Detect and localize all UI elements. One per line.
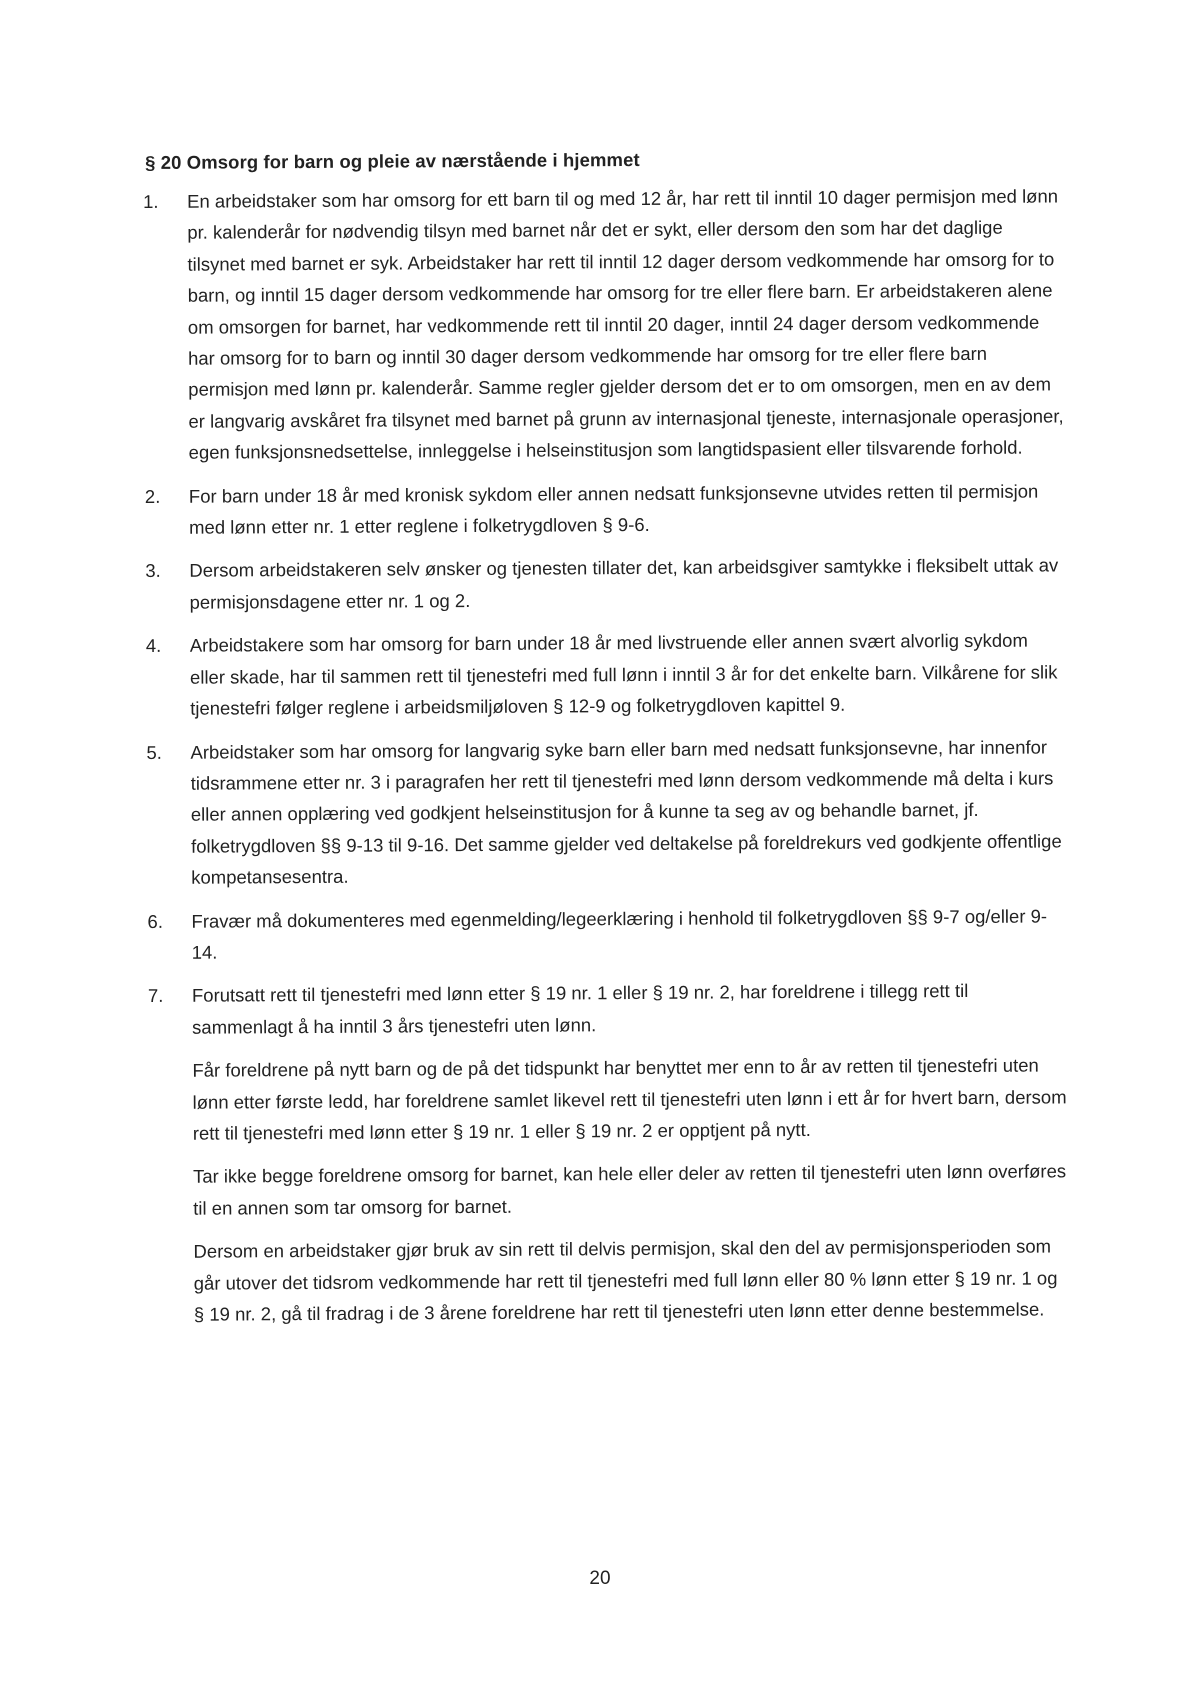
item-text: Forutsatt rett til tjenestefri med lønn etter § 19 nr. 1 eller § 19 nr. 2, har foreldrene i tillegg rett til sammenlagt å ha inntil 3 års tjenestefri uten lønn.: [191, 980, 969, 1038]
list-item-3: [145, 550, 1065, 618]
item-number: 5.: [146, 741, 162, 763]
item-text: Dersom arbeidstakeren selv ønsker og tjenesten tillater det, kan arbeidsgiver samtykke i fleksibelt uttak av permisjonsdagene etter nr. 1 og 2.: [189, 554, 1059, 613]
item-number: 3.: [145, 560, 161, 582]
item-number: 4.: [145, 635, 162, 657]
item-number: 7.: [147, 985, 164, 1007]
page-number: 20: [589, 1568, 611, 1589]
item-text: For barn under 18 år med kronisk sykdom eller annen nedsatt funksjonsevne utvides retten til permisjon med lønn etter nr. 1 etter reglene i folketrygdloven § 9-6.: [188, 480, 1039, 538]
list-item-5: [146, 731, 1067, 894]
section-heading: § 20 Omsorg for barn og pleie av nærstående i hjemmet: [145, 148, 640, 173]
list-item-2: [145, 475, 1065, 543]
item-text: Fravær må dokumenteres med egenmelding/legeerklæring i henhold til folketrygdloven §§ 9-7 og/eller 9-14.: [191, 905, 1048, 963]
item-subparagraph: Tar ikke begge foreldrene omsorg for barnet, kan hele eller deler av retten til tjenestefri uten lønn overføres til en annen som tar omsorg for barnet.: [192, 1160, 1067, 1219]
item-subparagraph: Dersom en arbeidstaker gjør bruk av sin rett til delvis permisjon, skal den del av permisjonsperioden som går utover det tidsrom vedkommende har rett til tjenestefri med full lønn eller 80 % lønn etter § 19 nr. 1 og § 19 nr. 2, gå til fradrag i de 3 årene foreldrene har rett til tjenestefri uten lønn etter denne bestemmelse.: [193, 1235, 1058, 1325]
list-item-4: [146, 625, 1067, 725]
list-item-7: [148, 975, 1070, 1331]
list-item-1: [143, 180, 1065, 468]
item-text: Arbeidstakere som har omsorg for barn under 18 år med livstruende eller annen svært alvorlig sykdom eller skade, har til sammen rett til tjenestefri med full lønn i inntil 3 år for det enkelte barn. Vilkårene for slik tjenestefri følger reglene i arbeidsmiljøloven § 12-9 og folketrygdloven kapittel 9.: [189, 629, 1058, 719]
item-number: 2.: [144, 485, 161, 507]
item-subparagraph: Får foreldrene på nytt barn og de på det tidspunkt har benyttet mer enn to år av retten til tjenestefri uten lønn etter første ledd, har foreldrene samlet likevel rett til tjenestefri uten lønn i ett år for hvert barn, dersom rett til tjenestefri med lønn etter § 19 nr. 1 eller § 19 nr. 2 er opptjent på nytt.: [192, 1054, 1067, 1144]
item-number: 6.: [147, 910, 163, 932]
item-number: 1.: [143, 190, 159, 212]
item-text: En arbeidstaker som har omsorg for ett barn til og med 12 år, har rett til inntil 10 dager permisjon med lønn pr. kalenderår for nødvendig tilsyn med barnet når det er sykt, eller dersom den som har det daglige tilsynet med barnet er syk. Arbeidstaker har rett til inntil 12 dager dersom vedkommende har omsorg for to barn, og inntil 15 dager dersom vedkommende har omsorg for tre eller flere barn. Er arbeidstakeren alene om omsorgen for barnet, har vedkommende rett til inntil 20 dager, inntil 24 dager dersom vedkommende har omsorg for to barn og inntil 30 dager dersom vedkommende har omsorg for tre eller flere barn permisjon med lønn pr. kalenderår. Samme regler gjelder dersom det er to om omsorgen, men en av dem er langvarig avskåret fra tilsynet med barnet på grunn av internasjonal tjeneste, internasjonale operasjoner, egen funksjonsnedsettelse, innleggelse i helseinstitusjon som langtidspasient eller tilsvarende forhold.: [187, 185, 1064, 463]
list-item-6: [147, 900, 1067, 968]
section-body: [143, 180, 1070, 1330]
item-text: Arbeidstaker som har omsorg for langvarig syke barn eller barn med nedsatt funksjonsevne, har innenfor tidsrammene etter nr. 3 i paragrafen her rett til tjenestefri med lønn dersom vedkommende må delta i kurs eller annen opplæring ved godkjent helseinstitusjon for å kunne ta seg av og behandle barnet, jf. folketrygdloven §§ 9-13 til 9-16. Det samme gjelder ved deltakelse på foreldrekurs ved godkjente offentlige kompetansesentra.: [190, 735, 1062, 888]
